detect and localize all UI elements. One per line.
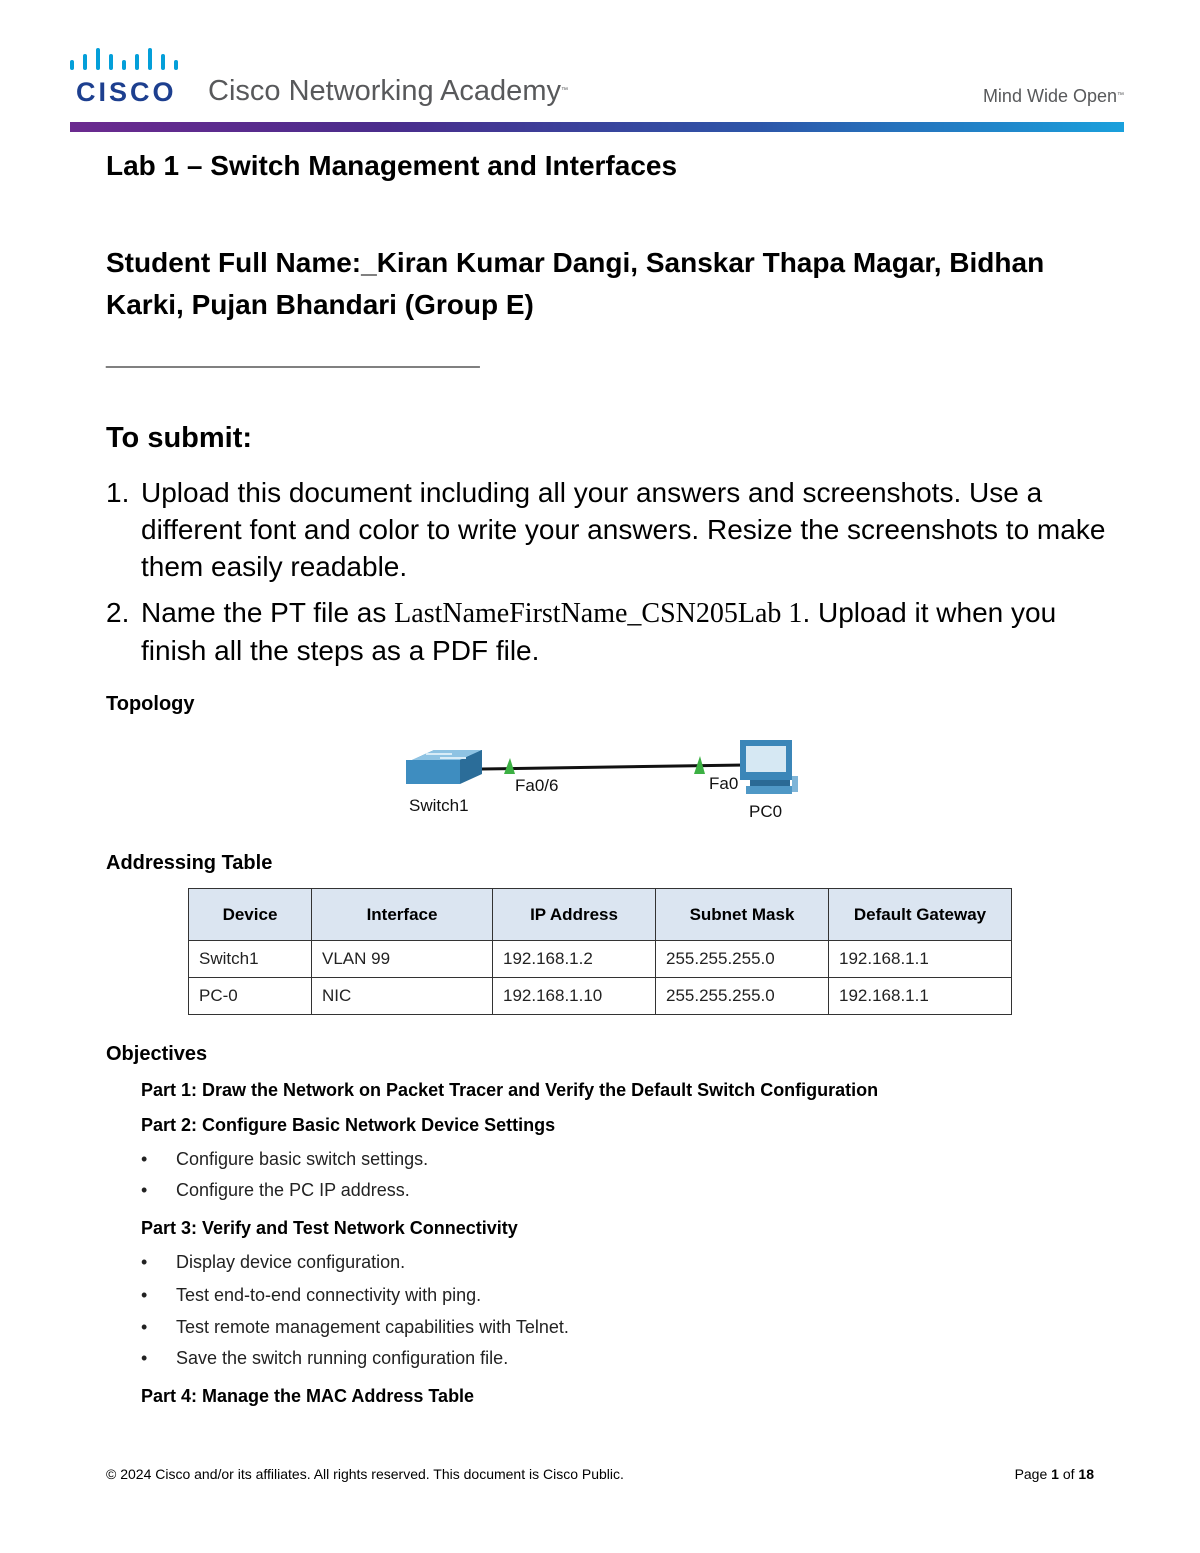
list-item: • Display device configuration. xyxy=(141,1252,406,1272)
link-up-indicator-icon xyxy=(504,758,515,774)
switch-label: Switch1 xyxy=(409,796,469,815)
table-cell: 255.255.255.0 xyxy=(656,941,829,978)
list-item: • Configure basic switch settings. xyxy=(141,1149,429,1169)
table-row xyxy=(189,941,1012,978)
switch-port-label: Fa0/6 xyxy=(515,776,559,795)
table-header-row xyxy=(189,889,1012,941)
table-cell: PC-0 xyxy=(189,978,312,1015)
pc-icon xyxy=(740,740,798,794)
academy-name: Cisco Networking Academy™ xyxy=(208,75,568,107)
to-submit-heading: To submit: xyxy=(106,422,253,454)
column-header: Device xyxy=(189,889,312,941)
cisco-logo-bars-icon xyxy=(70,46,180,74)
table-cell: 192.168.1.1 xyxy=(829,941,1012,978)
submit-item xyxy=(106,594,1106,669)
table-cell: 192.168.1.2 xyxy=(493,941,656,978)
cisco-logo-wordmark: CISCO xyxy=(76,77,177,107)
table-row xyxy=(189,978,1012,1015)
list-item: • Save the switch running configuration file. xyxy=(141,1348,509,1368)
pc-label: PC0 xyxy=(749,802,783,821)
network-link xyxy=(482,765,745,769)
footer-page-number: Page 1 of 18 xyxy=(1014,1466,1094,1482)
column-header: Subnet Mask xyxy=(656,889,829,941)
submit-item-number: 1. xyxy=(106,477,130,508)
list-item: • Configure the PC IP address. xyxy=(141,1180,410,1200)
objective-part-2: Part 2: Configure Basic Network Device Settings xyxy=(141,1115,556,1135)
topology-diagram xyxy=(400,732,820,832)
header-gradient-bar xyxy=(70,122,1124,132)
table-cell: Switch1 xyxy=(189,941,312,978)
submit-item-text: Name the PT file as LastNameFirstName_CSN205Lab 1. Upload it when you finish all the steps as a PDF file. xyxy=(141,597,1057,666)
footer-copyright: © 2024 Cisco and/or its affiliates. All rights reserved. This document is Cisco Public. xyxy=(106,1466,624,1482)
table-cell: NIC xyxy=(312,978,493,1015)
student-name-line: Student Full Name:_Kiran Kumar Dangi, Sanskar Thapa Magar, Bidhan Karki, Pujan Bhandari (Group E) xyxy=(106,247,1045,320)
submit-item-text: Upload this document including all your answers and screenshots. Use a different font and color to write your answers. Resize the screenshots to make them easily readable. xyxy=(141,477,1106,582)
objective-part-3: Part 3: Verify and Test Network Connectivity xyxy=(141,1218,518,1238)
column-header: Interface xyxy=(312,889,493,941)
column-header: Default Gateway xyxy=(829,889,1012,941)
name-underline: ________________________ xyxy=(106,339,480,370)
table-cell: VLAN 99 xyxy=(312,941,493,978)
objective-part-4: Part 4: Manage the MAC Address Table xyxy=(141,1386,475,1406)
submit-item xyxy=(106,474,1106,585)
table-cell: 192.168.1.10 xyxy=(493,978,656,1015)
tagline: Mind Wide Open™ xyxy=(982,86,1124,106)
document-title: Lab 1 – Switch Management and Interfaces xyxy=(106,150,678,181)
addressing-table xyxy=(188,888,1012,1015)
submit-item-number: 2. xyxy=(106,597,130,628)
table-cell: 255.255.255.0 xyxy=(656,978,829,1015)
column-header: IP Address xyxy=(493,889,656,941)
list-item: • Test end-to-end connectivity with ping. xyxy=(141,1285,482,1305)
objective-part-1: Part 1: Draw the Network on Packet Tracer and Verify the Default Switch Configuration xyxy=(141,1080,879,1100)
addressing-table-heading: Addressing Table xyxy=(106,852,273,874)
pc-port-label: Fa0 xyxy=(709,774,739,793)
switch-icon xyxy=(406,750,482,784)
table-cell: 192.168.1.1 xyxy=(829,978,1012,1015)
topology-heading: Topology xyxy=(106,693,195,715)
file-name: LastNameFirstName_CSN205Lab 1 xyxy=(394,598,803,629)
objectives-heading: Objectives xyxy=(106,1043,208,1065)
list-item: • Test remote management capabilities with Telnet. xyxy=(141,1317,569,1337)
